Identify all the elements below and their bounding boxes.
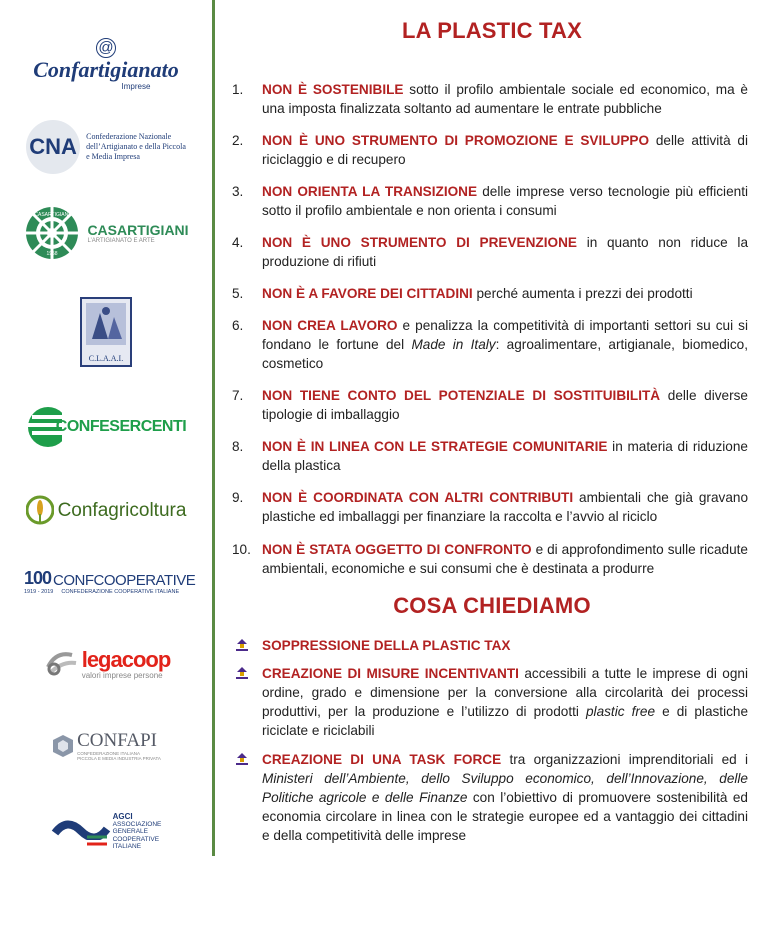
- item-number: 3.: [232, 184, 244, 199]
- cna-text: [86, 132, 186, 162]
- list-item: [232, 386, 748, 424]
- agci-line-3: COOPERATIVE: [112, 835, 160, 843]
- logo-confapi: [0, 728, 212, 764]
- list-item: [232, 131, 748, 169]
- claai-name: C.L.A.A.I.: [88, 354, 124, 363]
- confagricoltura-name: Confagricoltura: [57, 500, 187, 521]
- request-text-italic: Ministeri dell’Ambiente, dello Sviluppo economico, dell’Innovazione, delle Politiche agricole e delle Finanze: [262, 771, 748, 805]
- agci-ribbon-icon: [51, 815, 111, 849]
- page-title: LA PLASTIC TAX: [401, 18, 582, 43]
- item-text: delle diverse tipologie di imballaggio: [262, 388, 748, 422]
- request-text: accessibili a tutte le imprese di ogni ordine, grado e dimensione per la conversione alla circolarità dei processi produttivi, per la produzione e l’utilizzo di prodotti: [262, 666, 749, 719]
- item-key: NON È A FAVORE DEI CITTADINI: [262, 286, 473, 301]
- confcooperative-years: 1919 - 2019: [24, 588, 54, 595]
- request-text: e di plastiche riciclate e riciclabili: [262, 704, 749, 738]
- item-key: NON È IN LINEA CON LE STRATEGIE COMUNITARIE: [262, 439, 608, 454]
- casartigiani-name: CASARTIGIANI: [87, 222, 189, 238]
- legacoop-swirl-icon: [42, 647, 82, 681]
- item-text: e di approfondimento sulle ricadute ambientali, economiche e sui consumi che è destinata a produrre: [262, 542, 748, 576]
- list-item: [232, 316, 748, 373]
- arrow-bullet-icon: [236, 667, 248, 681]
- legacoop-text: [81, 646, 171, 680]
- arrow-bullet-icon: [236, 639, 248, 653]
- request-text: con l’obiettivo di promuovere sostenibilità ed economia circolare in linea con le strategie europee ed a vantaggio dei cittadini e della competitività delle imprese: [262, 790, 748, 843]
- cna-line-3: e Media Impresa: [86, 152, 140, 161]
- vertical-divider: [212, 0, 215, 856]
- request-item: [232, 750, 748, 845]
- legacoop-name: legacoop: [81, 646, 171, 672]
- item-key: NON È UNO STRUMENTO DI PREVENZIONE: [262, 235, 577, 250]
- casartigiani-wheel-icon: [23, 204, 81, 262]
- request-key: CREAZIONE DI MISURE INCENTIVANTI: [262, 666, 519, 681]
- logo-confartigianato: [0, 36, 212, 92]
- item-text: perché aumenta i prezzi dei prodotti: [472, 286, 693, 301]
- confcooperative-name: CONFCOOPERATIVE: [53, 571, 196, 589]
- item-key: NON CREA LAVORO: [262, 318, 398, 333]
- item-text: in materia di riduzione della plastica: [262, 439, 748, 473]
- logos-sidebar: [0, 0, 212, 856]
- agci-text: [113, 813, 162, 851]
- confapi-name: CONFAPI: [77, 730, 157, 751]
- confcooperative-100: 100: [24, 567, 52, 588]
- logo-casartigiani: [0, 203, 212, 263]
- arrow-bullet-icon: [236, 753, 248, 767]
- item-text-italic: Made in Italy: [411, 337, 496, 352]
- agci-abbr: AGCI: [112, 812, 133, 822]
- casartigiani-year: 1958: [46, 251, 58, 257]
- cna-line-1: Confederazione Nazionale: [86, 132, 172, 141]
- item-text: e penalizza la competitività di importanti settori su cui si fondano le fortune del: [262, 318, 748, 352]
- confapi-hex-icon: [51, 734, 75, 758]
- item-text: delle attività di riciclaggio e di recupero: [262, 133, 749, 167]
- list-item: [232, 284, 748, 303]
- logo-confagricoltura: [0, 488, 212, 534]
- logo-cna: [0, 116, 212, 178]
- list-item: [232, 488, 748, 526]
- item-key: NON È STATA OGGETTO DI CONFRONTO: [262, 542, 532, 557]
- confartigianato-sub: Imprese: [121, 81, 151, 91]
- item-number: 9.: [232, 490, 244, 505]
- confcooperative-sub: CONFEDERAZIONE COOPERATIVE ITALIANE: [61, 588, 180, 595]
- confcooperative-top: [24, 568, 195, 589]
- request-text: tra organizzazioni imprenditoriali ed i: [501, 752, 749, 767]
- item-key: NON TIENE CONTO DEL POTENZIALE DI SOSTITUIBILITÀ: [262, 388, 661, 403]
- confagricoltura-wheat-icon: [26, 494, 54, 528]
- item-number: 2.: [232, 133, 244, 148]
- list-item: [232, 80, 748, 118]
- agci-line-4: ITALIANE: [112, 843, 142, 851]
- logo-agci: [0, 810, 212, 854]
- agci-line-2: GENERALE: [112, 828, 149, 836]
- request-text-italic: plastic free: [586, 704, 656, 719]
- confapi-text: [77, 731, 161, 761]
- item-key: NON È COORDINATA CON ALTRI CONTRIBUTI: [262, 490, 574, 505]
- confapi-sub-1: CONFEDERAZIONE ITALIANA: [77, 751, 141, 756]
- list-item: [232, 540, 748, 578]
- item-key: NON È SOSTENIBILE: [262, 82, 404, 97]
- item-number: 7.: [232, 388, 244, 403]
- claai-artisan-icon: [82, 299, 130, 349]
- casartigiani-sub: L’ARTIGIANATO E ARTE: [87, 238, 155, 244]
- item-key: NON È UNO STRUMENTO DI PROMOZIONE E SVILUPPO: [262, 133, 650, 148]
- item-number: 10.: [232, 542, 251, 557]
- item-number: 6.: [232, 318, 244, 333]
- logo-claai: [0, 296, 212, 368]
- confartigianato-name: Confartigianato: [33, 56, 179, 82]
- cna-abbr: CNA: [29, 134, 77, 159]
- request-key: CREAZIONE DI UNA TASK FORCE: [262, 752, 502, 767]
- item-text: ambientali che già gravano plastiche ed imballaggi per finanziare la raccolta e l’avvio al riciclo: [262, 490, 748, 524]
- list-item: [232, 182, 748, 220]
- list-item: [232, 233, 748, 271]
- confesercenti-name: CONFESERCENTI: [55, 418, 187, 435]
- at-symbol: @: [96, 38, 116, 58]
- item-text: in quanto non riduce la produzione di rifiuti: [262, 235, 749, 269]
- logo-legacoop: [0, 640, 212, 688]
- casartigiani-text: [87, 222, 188, 244]
- casartigiani-ring-text: CASARTIGIANI: [34, 212, 71, 218]
- item-number: 1.: [232, 82, 244, 97]
- item-text: sotto il profilo ambientale sociale ed economico, ma è una imposta finalizzata soltanto ad aumentare le entrate pubbliche: [262, 82, 748, 116]
- item-number: 5.: [232, 286, 244, 301]
- request-item: [232, 664, 748, 740]
- agci-line-1: ASSOCIAZIONE: [112, 820, 162, 828]
- request-item: [232, 636, 748, 655]
- cna-line-2: dell’Artigianato e della Piccola: [86, 142, 186, 151]
- item-key: NON ORIENTA LA TRANSIZIONE: [262, 184, 478, 199]
- section-title: COSA CHIEDIAMO: [393, 593, 591, 618]
- item-number: 8.: [232, 439, 244, 454]
- cna-emblem: [26, 120, 80, 174]
- item-number: 4.: [232, 235, 244, 250]
- claai-emblem: [80, 297, 132, 367]
- item-text: delle imprese verso tecnologie più efficienti sotto il profilo ambientale e non orienta i consumi: [262, 184, 748, 218]
- legacoop-sub: valori imprese persone: [81, 670, 163, 680]
- confapi-sub-2: PICCOLA E MEDIA INDUSTRIA PRIVATA: [77, 756, 161, 761]
- logo-confesercenti: [0, 402, 212, 452]
- confcooperative-bottom: [24, 589, 179, 595]
- list-item: [232, 437, 748, 475]
- item-text: : agroalimentare, artigianale, biomedico, cosmetico: [262, 337, 748, 371]
- request-key: SOPPRESSIONE DELLA PLASTIC TAX: [262, 638, 511, 653]
- logo-confcooperative: [0, 560, 212, 602]
